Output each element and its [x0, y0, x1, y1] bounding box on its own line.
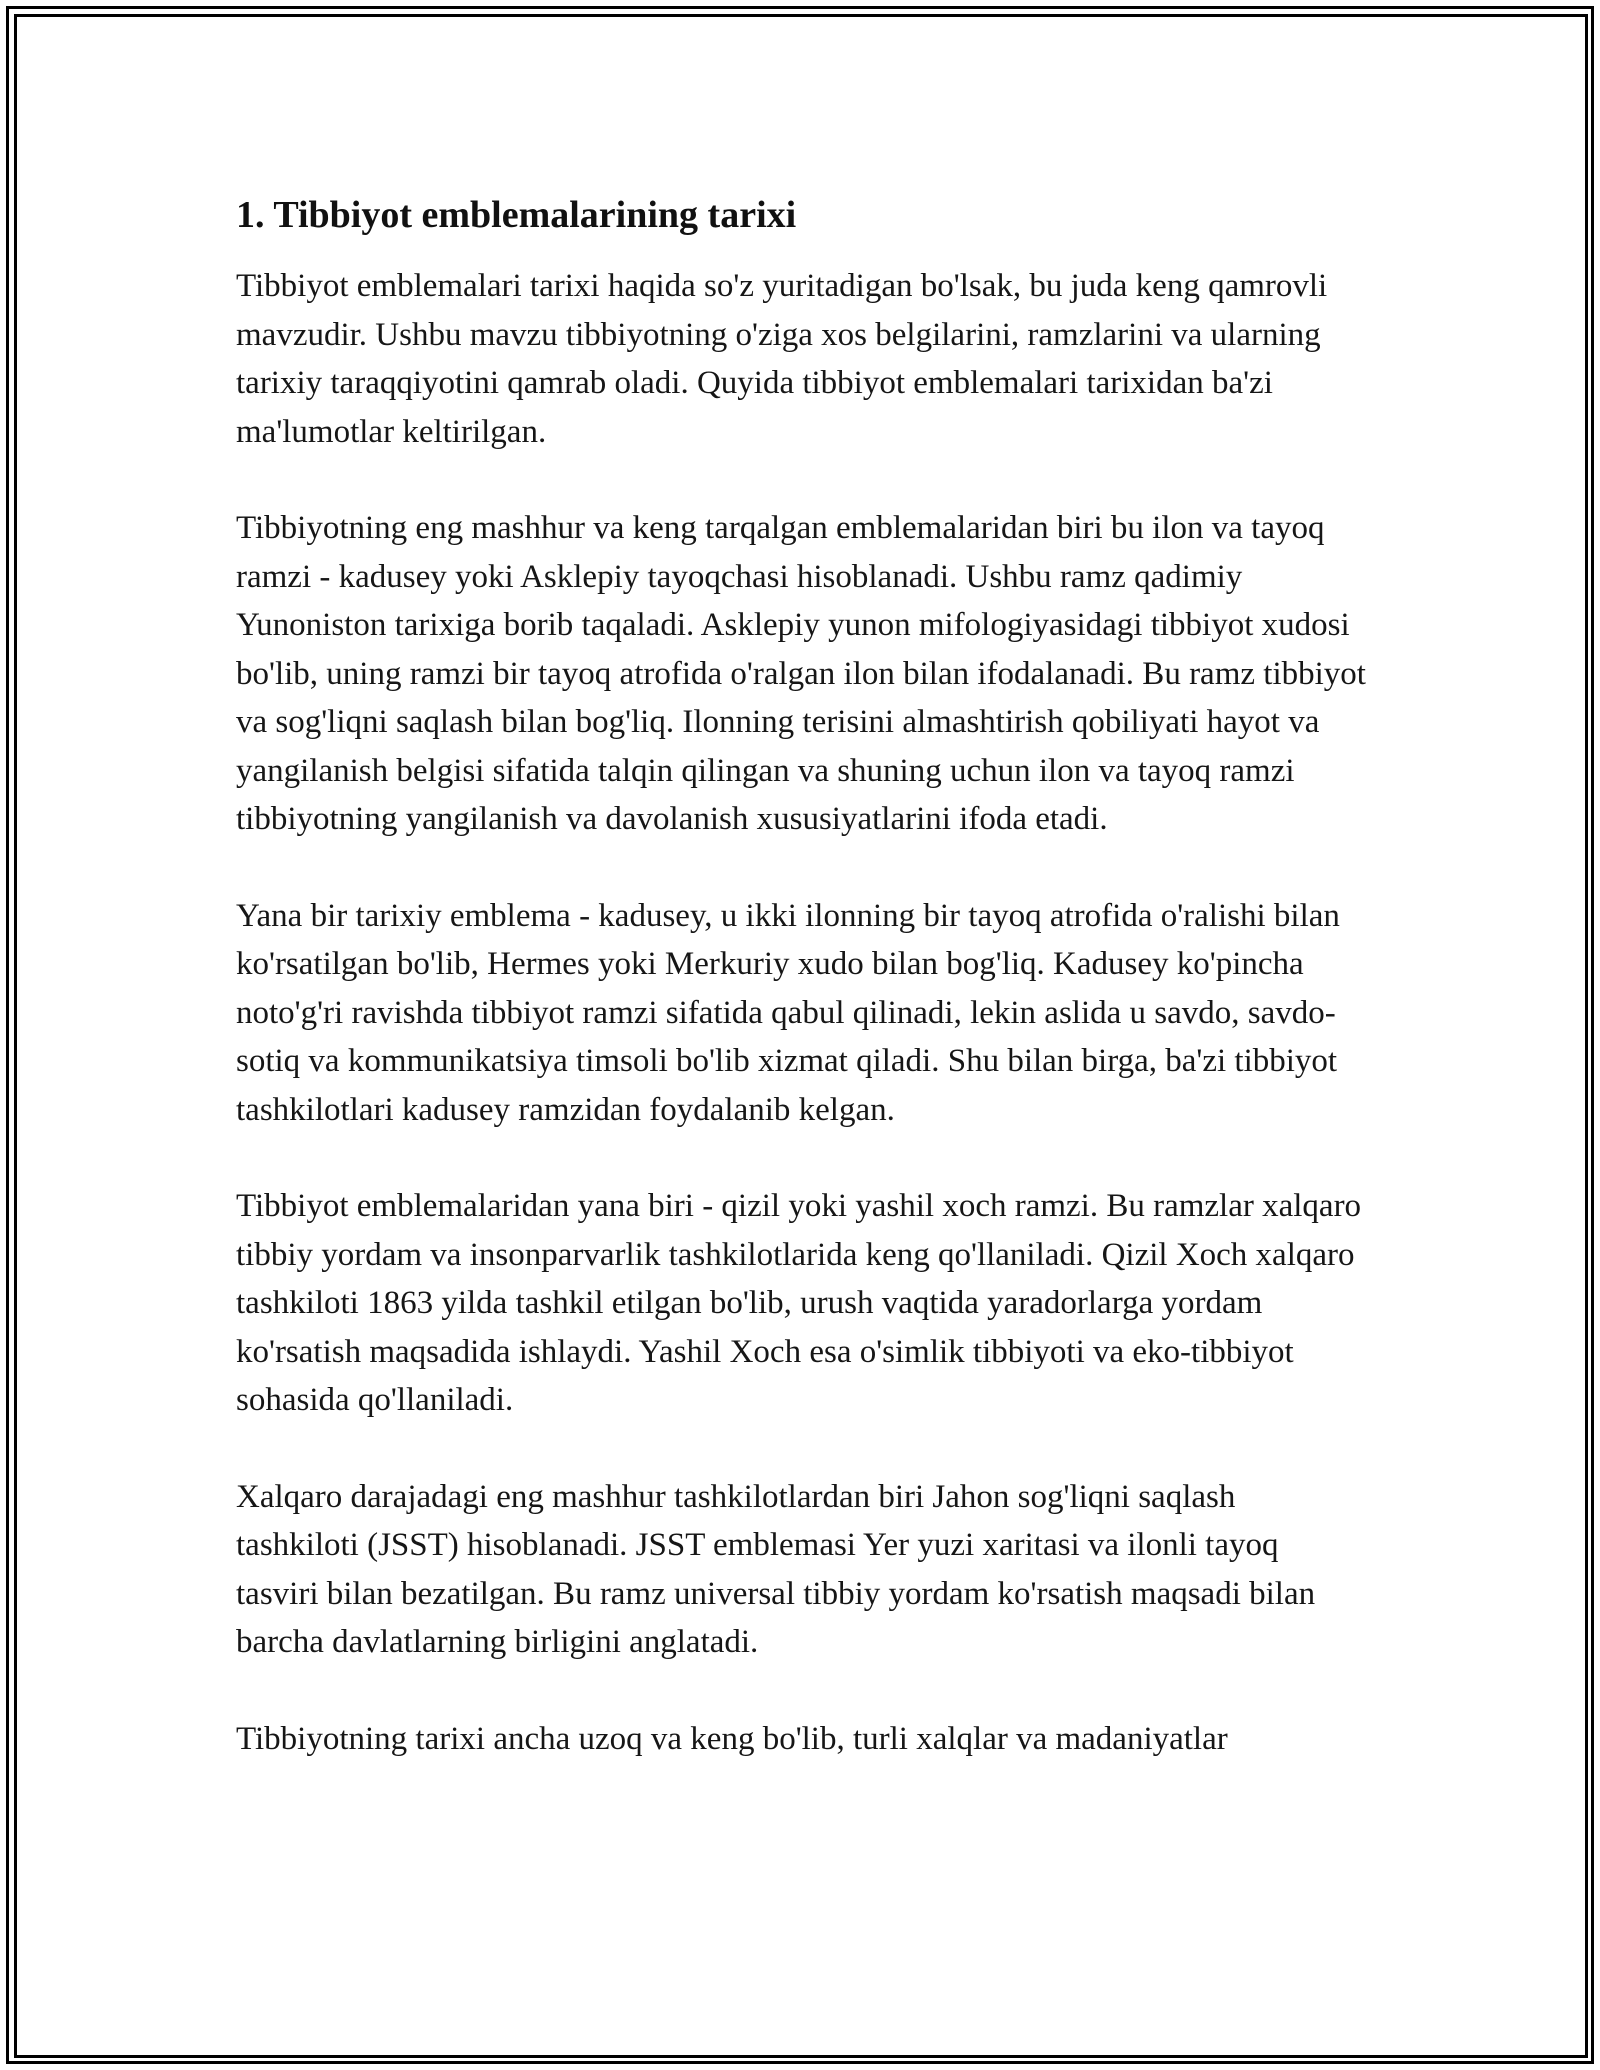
- paragraph-kadusey: Yana bir tarixiy emblema - kadusey, u ikki ilonning bir tayoq atrofida o'ralishi bilan ko'rsatilgan bo'lib, Hermes yoki Merkuriy xudo bilan bog'liq. Kadusey ko'pincha noto'g'ri ravishda tibbiyot ramzi sifatida qabul qilinadi, lekin aslida u savdo, savdo-sotiq va kommunikatsiya timsoli bo'lib xizmat qiladi. Shu bilan birga, ba'zi tibbiyot tashkilotlari kadusey ramzidan foydalanib kelgan.: [236, 897, 1340, 1128]
- paragraph-jsst: Xalqaro darajadagi eng mashhur tashkilotlardan biri Jahon sog'liqni saqlash tashkiloti (JSST) hisoblanadi. JSST emblemasi Yer yuzi xaritasi va ilonli tayoq tasviri bilan bezatilgan. Bu ramz universal tibbiy yordam ko'rsatish maqsadi bilan barcha davlatlarning birligini anglatadi.: [236, 1478, 1316, 1660]
- paragraph-asklepiy: Tibbiyotning eng mashhur va keng tarqalgan emblemalaridan biri bu ilon va tayoq ramzi - kadusey yoki Asklepiy tayoqchasi hisoblanadi. Ushbu ramz qadimiy Yunoniston tarixiga borib taqaladi. Asklepiy yunon mifologiyasidagi tibbiyot xudosi bo'lib, uning ramzi bir tayoq atrofida o'ralgan ilon bilan ifodalanadi. Bu ramz tibbiyot va sog'liqni saqlash bilan bog'liq. Ilonning terisini almashtirish qobiliyati hayot va yangilanish belgisi sifatida talqin qilingan va shuning uchun ilon va tayoq ramzi tibbiyotning yangilanish va davolanish xususiyatlarini ifoda etadi.: [236, 510, 1366, 837]
- paragraph-intro: Tibbiyot emblemalari tarixi haqida so'z yuritadigan bo'lsak, bu juda keng qamrovli mavzudir. Ushbu mavzu tibbiyotning o'ziga xos belgilarini, ramzlarini va ularning tarixiy taraqqiyotini qamrab oladi. Quyida tibbiyot emblemalari tarixidan ba'zi ma'lumotlar keltirilgan.: [236, 268, 1328, 450]
- document-body: [236, 188, 1366, 1763]
- paragraph-continuation: Tibbiyotning tarixi ancha uzoq va keng bo'lib, turli xalqlar va madaniyatlar: [236, 1720, 1228, 1757]
- paragraph-xoch: Tibbiyot emblemalaridan yana biri - qizil yoki yashil xoch ramzi. Bu ramzlar xalqaro tibbiy yordam va insonparvarlik tashkilotlarida keng qo'llaniladi. Qizil Xoch xalqaro tashkiloti 1863 yilda tashkil etilgan bo'lib, urush vaqtida yaradorlarga yordam ko'rsatish maqsadida ishlaydi. Yashil Xoch esa o'simlik tibbiyoti va eko-tibbiyot sohasida qo'llaniladi.: [236, 1188, 1362, 1418]
- section-heading: 1. Tibbiyot emblemalarining tarixi: [236, 194, 797, 236]
